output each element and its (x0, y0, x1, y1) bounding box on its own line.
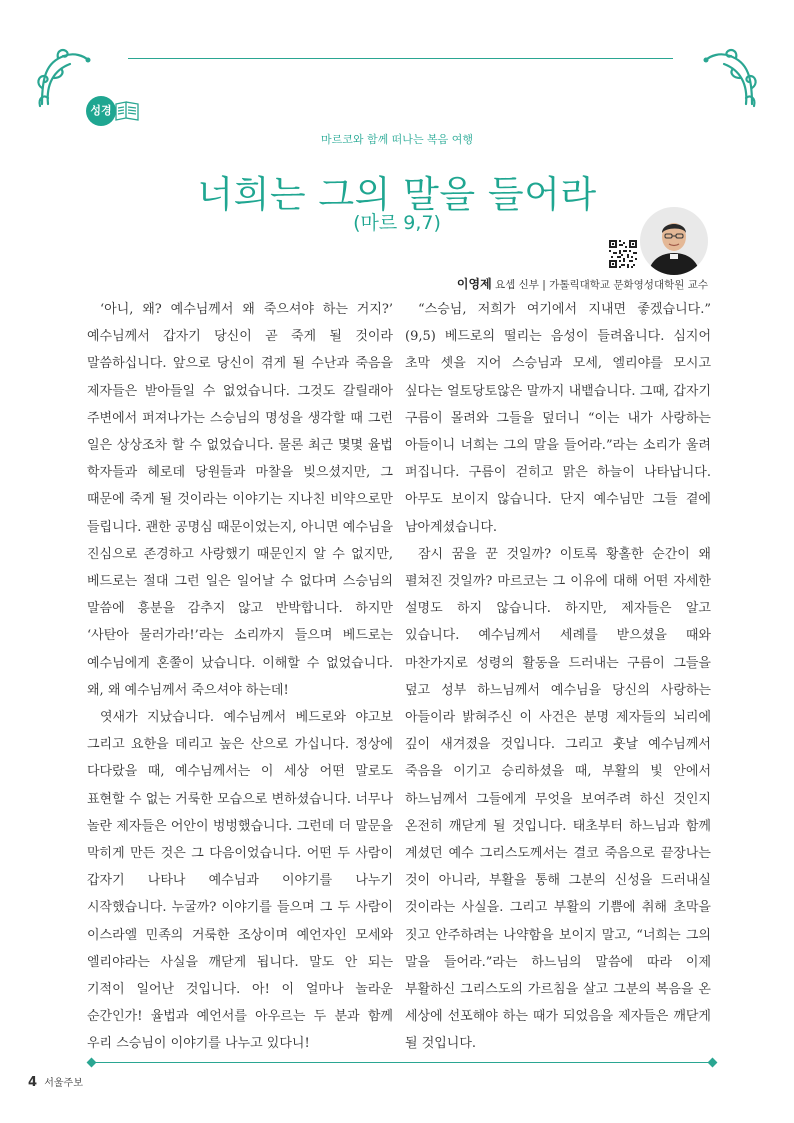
author-separator: | (542, 279, 546, 291)
author-affiliation: 가톨릭대학교 문화영성대학원 교수 (549, 279, 708, 291)
bottom-rule (92, 1062, 712, 1063)
author-portrait (640, 207, 708, 275)
series-title: 마르코와 함께 떠나는 복음 여행 (320, 133, 474, 146)
author-name: 이영제 (456, 277, 492, 291)
qr-code-icon (609, 240, 637, 268)
author-credit (300, 275, 708, 292)
publication-name: 서울주보 (44, 1078, 83, 1089)
rule-end-dot-right (708, 1058, 718, 1068)
body-column-left (87, 296, 393, 1058)
corner-ornament-left-icon (34, 48, 96, 110)
corner-ornament-right-icon (698, 48, 760, 110)
section-badge: 성경 (86, 96, 116, 126)
author-title: 요셉 신부 (495, 279, 539, 291)
body-column-right (405, 296, 711, 1058)
page-footer (28, 1074, 83, 1090)
paragraph: 잠시 꿈을 꾼 것일까? 이토록 황홀한 순간이 왜 펼쳐진 것일까? 마르코는 그 이유에 대해 어떤 자세한 설명도 하지 않습니다. 하지만, 제자들은 알고 있습니다. 예수님께서 세례를 받으셨을 때와 마찬가지로 성령의 활동을 드러내는 구름이 그들을 덮고 성부 하느님께서 예수님을 당신의 사랑하는 아들이라 밝혀주신 이 사건은 분명 제자들의 뇌리에 깊이 새겨졌을 것입니다. 그리고 훗날 예수님께서 죽음을 이기고 승리하셨을 때, 부활의 빛 안에서 하느님께서 그들에게 무엇을 보여주려 하신 것인지 온전히 깨닫게 될 것입니다. 태초부터 하느님과 함께 계셨던 예수 그리스도께서는 결코 죽음으로 끝장나는 것이 아니라, 부활을 통해 그분의 신성을 드러내실 것이라는 사실을. 그리고 부활의 기쁨에 취해 초막을 짓고 안주하려는 나약함을 보이지 말고, “너희는 그의 말을 들어라.”라는 하느님의 말씀에 따라 이제 부활하신 그리스도의 가르침을 살고 그분의 복음을 온 세상에 선포해야 하는 때가 되었음을 제자들은 깨닫게 될 것입니다. (405, 546, 711, 1052)
rule-end-dot-left (87, 1058, 97, 1068)
scripture-reference: (마르 9,7) (353, 212, 441, 234)
open-book-icon (114, 99, 140, 121)
paragraph: “스승님, 저희가 여기에서 지내면 좋겠습니다.” (9,5) 베드로의 떨리는 음성이 들려옵니다. 심지어 초막 셋을 지어 스승님과 모세, 엘리야를 모시고 싶다는 얼토당토않은 말까지 내뱉습니다. 그때, 갑자기 구름이 몰려와 그들을 덮더니 “이는 내가 사랑하는 아들이니 너희는 그의 말을 들어라.”라는 소리가 울려 퍼집니다. 구름이 걷히고 맑은 하늘이 나타납니다. 아무도 보이지 않습니다. 단지 예수님만 그들 곁에 남아계셨습니다. (405, 302, 711, 535)
top-rule (128, 58, 673, 59)
paragraph: 엿새가 지났습니다. 예수님께서 베드로와 야고보 그리고 요한을 데리고 높은 산으로 가십니다. 정상에 다다랐을 때, 예수님께서는 이 세상 어떤 말로도 표현할 수 없는 거룩한 모습으로 변하셨습니다. 너무나 놀란 제자들은 어안이 벙벙했습니다. 그런데 더 말문을 막히게 만든 것은 그 다음이었습니다. 어떤 두 사람이 갑자기 나타나 예수님과 이야기를 나누기 시작했습니다. 누굴까? 이야기를 들으며 그 두 사람이 이스라엘 민족의 거룩한 조상이며 예언자인 모세와 엘리야라는 사실을 깨닫게 됩니다. 말도 안 되는 기적이 일어난 것입니다. 아! 이 얼마나 놀라운 순간인가! 율법과 예언서를 아우르는 두 분과 함께 우리 스승님이 이야기를 나누고 있다니! (87, 710, 393, 1052)
page-number: 4 (28, 1075, 38, 1090)
paragraph: ‘아니, 왜? 예수님께서 왜 죽으셔야 하는 거지?’ 예수님께서 갑자기 당신이 곧 죽게 될 것이라 말씀하십니다. 앞으로 당신이 겪게 될 수난과 죽음을 제자들은 받아들일 수 없었습니다. 그것도 갈릴래아 주변에서 퍼져나가는 스승님의 명성을 생각할 때 그런 일은 상상조차 할 수 없었습니다. 물론 최근 몇몇 율법 학자들과 헤로데 당원들과 마찰을 빚으셨지만, 그 때문에 죽게 될 것이라는 이야기는 지나친 비약으로만 들립니다. 괜한 공명심 때문이었는지, 아니면 예수님을 진심으로 존경하고 사랑했기 때문인지 알 수 없지만, 베드로는 절대 그런 일은 일어날 수 없다며 스승님의 말씀에 흥분을 감추지 않고 반박합니다. 하지만 ‘사탄아 물러가라!’라는 소리까지 들으며 베드로는 예수님에게 혼쭐이 났습니다. 이해할 수 없었습니다. 왜, 왜 예수님께서 죽으셔야 하는데! (87, 302, 393, 698)
article-title: 너희는 그의 말을 들어라 (197, 173, 597, 216)
